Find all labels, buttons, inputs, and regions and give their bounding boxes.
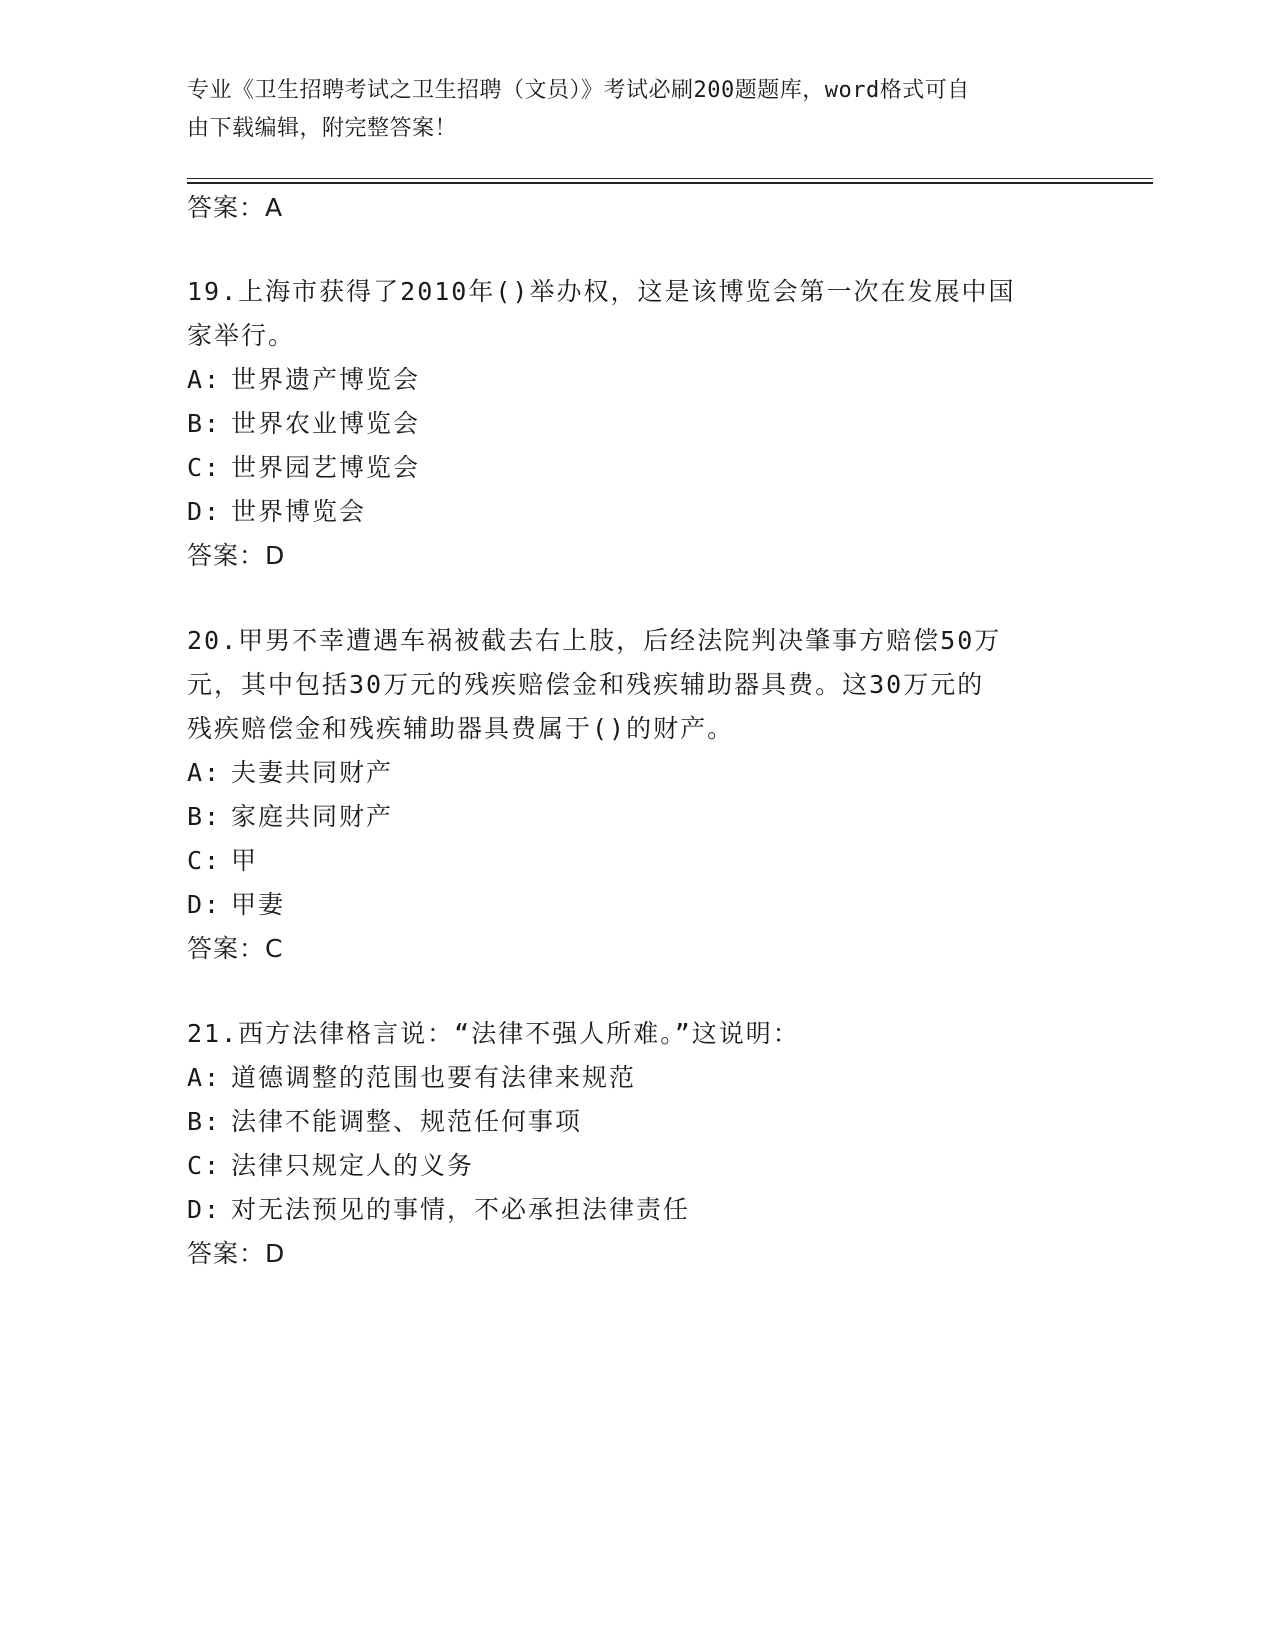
q20-stem-line-3: 残疾赔偿金和残疾辅助器具费属于()的财产。 bbox=[187, 714, 735, 743]
q20-option-c: C: 甲 bbox=[187, 846, 259, 875]
q20-answer: 答案：C bbox=[187, 934, 284, 963]
header-rule-thick bbox=[187, 182, 1153, 184]
q19-option-a: A: 世界遗产博览会 bbox=[187, 365, 421, 394]
q21-answer: 答案：D bbox=[187, 1239, 286, 1268]
q19-stem-line-1: 19.上海市获得了2010年()举办权，这是该博览会第一次在发展中国 bbox=[187, 277, 1016, 306]
q20-stem-line-1: 20.甲男不幸遭遇车祸被截去右上肢，后经法院判决肇事方赔偿50万 bbox=[187, 626, 1002, 655]
q20-stem-line-2: 元，其中包括30万元的残疾赔偿金和残疾辅助器具费。这30万元的 bbox=[187, 670, 985, 699]
q20-option-a: A: 夫妻共同财产 bbox=[187, 758, 394, 787]
q19-answer: 答案：D bbox=[187, 541, 286, 570]
header-rule-thin bbox=[187, 178, 1153, 179]
q19-stem-line-2: 家举行。 bbox=[187, 321, 296, 350]
header-line-1: 专业《卫生招聘考试之卫生招聘（文员）》考试必刷200题题库，word格式可自 bbox=[187, 78, 970, 103]
q21-option-c: C: 法律只规定人的义务 bbox=[187, 1151, 475, 1180]
q21-option-a: A: 道德调整的范围也要有法律来规范 bbox=[187, 1063, 637, 1092]
document-header bbox=[187, 72, 1077, 148]
previous-answer: 答案：A bbox=[187, 193, 284, 222]
q20-option-b: B: 家庭共同财产 bbox=[187, 802, 394, 831]
header-line-2: 由下载编辑，附完整答案！ bbox=[187, 116, 458, 141]
q21-stem-line-1: 21.西方法律格言说：“法律不强人所难。”这说明： bbox=[187, 1019, 800, 1048]
q20-option-d: D: 甲妻 bbox=[187, 890, 286, 919]
q19-option-c: C: 世界园艺博览会 bbox=[187, 453, 421, 482]
q19-option-d: D: 世界博览会 bbox=[187, 497, 367, 526]
q21-option-b: B: 法律不能调整、规范任何事项 bbox=[187, 1107, 583, 1136]
q21-option-d: D: 对无法预见的事情，不必承担法律责任 bbox=[187, 1195, 691, 1224]
q19-option-b: B: 世界农业博览会 bbox=[187, 409, 421, 438]
